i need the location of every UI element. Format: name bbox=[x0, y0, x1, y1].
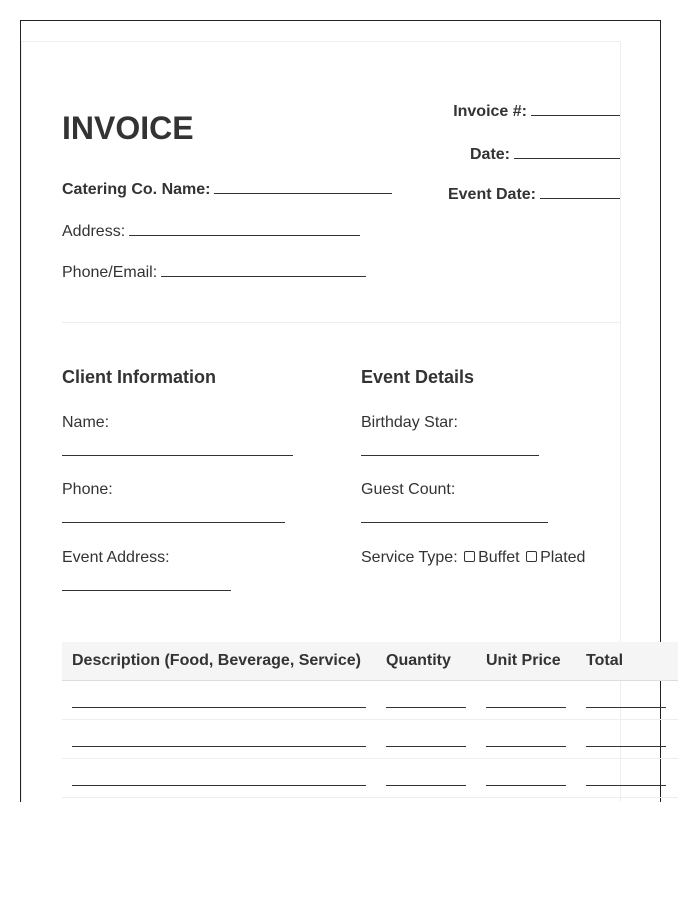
birthday-star-blank[interactable] bbox=[361, 455, 539, 456]
quantity-blank[interactable] bbox=[386, 746, 466, 747]
invoice-number-label: Invoice #: bbox=[453, 103, 527, 120]
table-row bbox=[62, 681, 678, 720]
client-name-blank[interactable] bbox=[62, 455, 293, 456]
client-name-label: Name: bbox=[62, 414, 110, 431]
address-field bbox=[62, 221, 360, 242]
event-date-field bbox=[448, 184, 620, 205]
company-name-field bbox=[62, 179, 392, 200]
col-unit-price-header: Unit Price bbox=[486, 652, 561, 669]
page-bottom-margin bbox=[0, 802, 700, 900]
invoice-number-field bbox=[453, 101, 620, 122]
unit-price-blank[interactable] bbox=[486, 746, 566, 747]
date-blank[interactable] bbox=[514, 144, 620, 159]
event-address-label: Event Address: bbox=[62, 549, 170, 566]
table-row bbox=[62, 759, 678, 798]
total-blank[interactable] bbox=[586, 707, 666, 708]
unit-price-blank[interactable] bbox=[486, 707, 566, 708]
invoice-title: INVOICE bbox=[62, 110, 194, 146]
phone-email-blank[interactable] bbox=[161, 262, 366, 277]
col-total-header: Total bbox=[586, 652, 624, 669]
company-name-label: Catering Co. Name: bbox=[62, 181, 211, 198]
buffet-checkbox[interactable] bbox=[464, 551, 475, 562]
phone-email-label: Phone/Email: bbox=[62, 264, 158, 281]
description-blank[interactable] bbox=[72, 746, 366, 747]
guest-count-blank[interactable] bbox=[361, 522, 548, 523]
description-blank[interactable] bbox=[72, 707, 366, 708]
guest-count-label: Guest Count: bbox=[361, 481, 456, 498]
date-label: Date: bbox=[469, 146, 510, 163]
date-field bbox=[470, 144, 620, 165]
plated-checkbox[interactable] bbox=[526, 551, 537, 562]
event-details-heading: Event Details bbox=[361, 367, 475, 387]
company-name-blank[interactable] bbox=[214, 179, 392, 194]
address-blank[interactable] bbox=[129, 221, 360, 236]
birthday-star-label: Birthday Star: bbox=[361, 414, 458, 431]
header-divider bbox=[62, 322, 620, 323]
buffet-option-label: Buffet bbox=[478, 549, 520, 566]
total-blank[interactable] bbox=[586, 785, 666, 786]
col-quantity-header: Quantity bbox=[386, 652, 451, 669]
client-phone-blank[interactable] bbox=[62, 522, 285, 523]
service-type-field bbox=[361, 548, 585, 568]
service-type-label: Service Type: bbox=[361, 549, 458, 566]
invoice-number-blank[interactable] bbox=[531, 101, 620, 116]
col-description-header: Description (Food, Beverage, Service) bbox=[72, 652, 361, 669]
table-header bbox=[62, 642, 678, 681]
event-address-blank[interactable] bbox=[62, 590, 231, 591]
table-row bbox=[62, 720, 678, 759]
plated-option-label: Plated bbox=[540, 549, 586, 566]
client-phone-label: Phone: bbox=[62, 481, 113, 498]
quantity-blank[interactable] bbox=[386, 785, 466, 786]
quantity-blank[interactable] bbox=[386, 707, 466, 708]
event-date-blank[interactable] bbox=[540, 184, 620, 199]
client-info-heading: Client Information bbox=[62, 367, 216, 387]
total-blank[interactable] bbox=[586, 746, 666, 747]
event-date-label: Event Date: bbox=[447, 186, 536, 203]
description-blank[interactable] bbox=[72, 785, 366, 786]
unit-price-blank[interactable] bbox=[486, 785, 566, 786]
phone-email-field bbox=[62, 262, 366, 283]
address-label: Address: bbox=[62, 223, 126, 240]
